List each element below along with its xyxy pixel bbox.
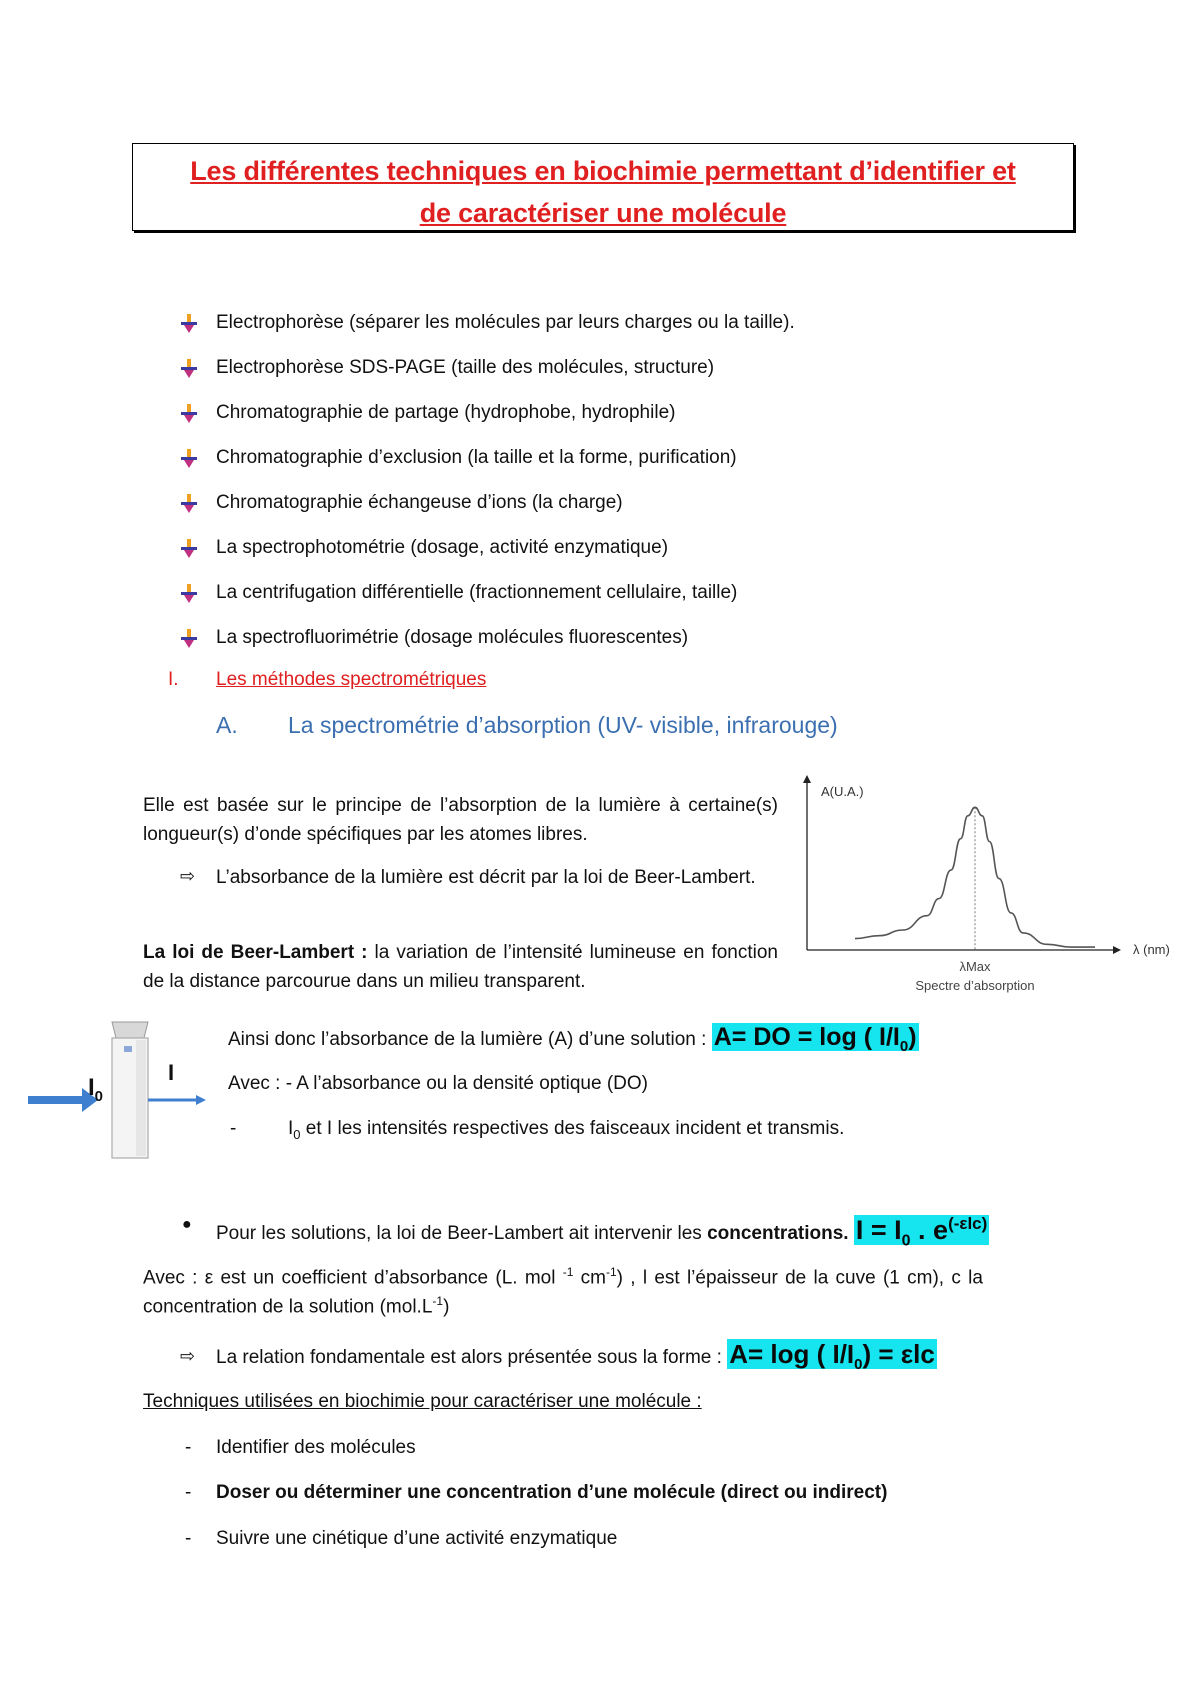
absorption-spectrum-chart [795, 775, 1185, 995]
arrow-bullet-icon [180, 447, 198, 469]
relation-formula-sub: 0 [854, 1356, 863, 1374]
beer-lambert-label: La loi de Beer-Lambert : [143, 942, 368, 963]
cuvette-side [136, 1040, 146, 1156]
absorbance-formula-end: ) [908, 1023, 917, 1051]
arrow-bullet-icon [180, 627, 198, 649]
beer-lambert-text: la variation de l’intensité lumineuse en fonction de la distance parcourue dans un milieu transparent. [143, 942, 778, 992]
i0-label: I [288, 1118, 294, 1139]
solutions-text: Pour les solutions, la loi de Beer-Lambert ait intervenir les [216, 1223, 708, 1244]
technique-text: Chromatographie d’exclusion (la taille et la forme, purification) [216, 447, 737, 468]
absorbance-formula-main: A= DO = log ( I/I [713, 1023, 900, 1051]
biochem-item: Suivre une cinétique d’une activité enzymatique [216, 1528, 618, 1549]
epsilon-text-3: ) , l est l’épaisseur de la cuve (1 cm), c la [616, 1267, 983, 1289]
arrow-bullet-icon [180, 312, 198, 334]
solutions-formula-sub: 0 [901, 1232, 911, 1250]
transmitted-intensity-label: I [168, 1060, 175, 1085]
arrow-right-icon: ⇨ [180, 866, 196, 886]
technique-text: Chromatographie de partage (hydrophobe, hydrophile) [216, 402, 676, 423]
cuvette-illustration [28, 1018, 218, 1168]
absorbance-line [228, 1020, 919, 1064]
epsilon-sup-1: -1 [562, 1265, 574, 1279]
chart-title: Spectre d’absorption [915, 978, 1035, 993]
arrow-right-icon: ⇨ [180, 1346, 196, 1366]
arrow-bullet-icon [180, 402, 198, 424]
epsilon-sup-2: -1 [606, 1265, 617, 1279]
solutions-formula-mid: . e [910, 1215, 949, 1245]
solutions-formula [854, 1214, 989, 1250]
avec-line: Avec : - A l’absorbance ou la densité optique (DO) [228, 1073, 649, 1094]
technique-text: La spectrophotométrie (dosage, activité enzymatique) [216, 537, 669, 558]
incident-intensity-label [88, 1074, 103, 1105]
intensity-definition-text: et I les intensités respectives des faisceaux incident et transmis. [300, 1118, 845, 1139]
concentration-sup: -1 [432, 1294, 444, 1308]
title-line-1: Les différentes techniques en biochimie permettant d’identifier et [190, 156, 1016, 186]
incident-i: I [88, 1074, 95, 1101]
x-axis-arrow-icon [1113, 946, 1121, 954]
section-a-heading: La spectrométrie d’absorption (UV- visible, infrarouge) [288, 712, 838, 738]
y-axis-arrow-icon [803, 775, 811, 783]
epsilon-definition [143, 1265, 1076, 1289]
section-i-number: I. [168, 669, 179, 690]
epsilon-text-2: cm [573, 1267, 606, 1289]
beer-lambert-note: L’absorbance de la lumière est décrit par la loi de Beer-Lambert. [216, 867, 756, 888]
arrow-bullet-icon [180, 582, 198, 604]
relation-formula-main: A= log ( I/I [729, 1339, 855, 1369]
title-box [132, 143, 1074, 231]
dash-bullet: - [185, 1437, 192, 1458]
relation-formula [727, 1339, 937, 1374]
solutions-line [216, 1204, 989, 1261]
concentration-end: ) [443, 1296, 450, 1318]
absorbance-formula [712, 1023, 919, 1055]
technique-text: Chromatographie échangeuse d’ions (la charge) [216, 492, 623, 513]
incident-sub: 0 [94, 1087, 104, 1105]
biochem-heading: Techniques utilisées en biochimie pour caractériser une molécule : [143, 1391, 702, 1412]
concentration-text: concentration de la solution (mol.L [143, 1296, 433, 1318]
transmitted-arrow-icon [196, 1095, 206, 1105]
incident-beam [28, 1096, 82, 1104]
absorbance-formula-sub: 0 [899, 1038, 909, 1055]
biochem-item: Doser ou déterminer une concentration d’une molécule (direct ou indirect) [216, 1482, 888, 1503]
intensity-dash: - [230, 1118, 237, 1139]
x-axis-label: λ (nm) [1133, 942, 1170, 957]
technique-text: Electrophorèse SDS-PAGE (taille des molécules, structure) [216, 357, 715, 378]
absorbance-text: Ainsi donc l’absorbance de la lumière (A) d’une solution : [228, 1029, 707, 1050]
cuvette-cap [112, 1022, 148, 1038]
solutions-text-bold: concentrations. [707, 1223, 849, 1244]
concentration-definition [143, 1294, 449, 1318]
relation-formula-end: ) = εlc [862, 1339, 935, 1369]
arrow-bullet-icon [180, 537, 198, 559]
technique-text: Electrophorèse (séparer les molécules par leurs charges ou la taille). [216, 312, 795, 333]
beer-lambert-definition [143, 938, 778, 996]
epsilon-text-1: Avec : ε est un coefficient d’absorbance (L. mol [143, 1267, 563, 1289]
cuvette-marker [124, 1046, 132, 1052]
biochem-item: Identifier des molécules [216, 1437, 416, 1458]
arrow-bullet-icon [180, 357, 198, 379]
y-axis-label: A(U.A.) [821, 784, 864, 799]
i0-sub: 0 [293, 1126, 301, 1142]
relation-text: La relation fondamentale est alors présentée sous la forme : [216, 1347, 722, 1368]
technique-text: La centrifugation différentielle (fractionnement cellulaire, taille) [216, 582, 738, 603]
dash-bullet: - [185, 1528, 192, 1549]
lambda-max-annotation: λMax [959, 959, 991, 974]
round-bullet-icon: ● [182, 1216, 192, 1233]
section-i-heading: Les méthodes spectrométriques [216, 669, 487, 690]
intro-paragraph: Elle est basée sur le principe de l’absorption de la lumière à certaine(s) longueur(s) d’onde spécifiques par les atomes libres. [143, 795, 778, 845]
technique-text: La spectrofluorimétrie (dosage molécules fluorescentes) [216, 627, 689, 648]
solutions-formula-sup: (-εlc) [948, 1214, 988, 1233]
solutions-formula-main: I = I [855, 1215, 902, 1245]
dash-bullet: - [185, 1482, 192, 1503]
intensity-definition [288, 1118, 844, 1142]
relation-line [216, 1334, 937, 1385]
arrow-bullet-icon [180, 492, 198, 514]
section-a-number: A. [216, 712, 238, 738]
title-line-2: de caractériser une molécule [419, 198, 787, 228]
